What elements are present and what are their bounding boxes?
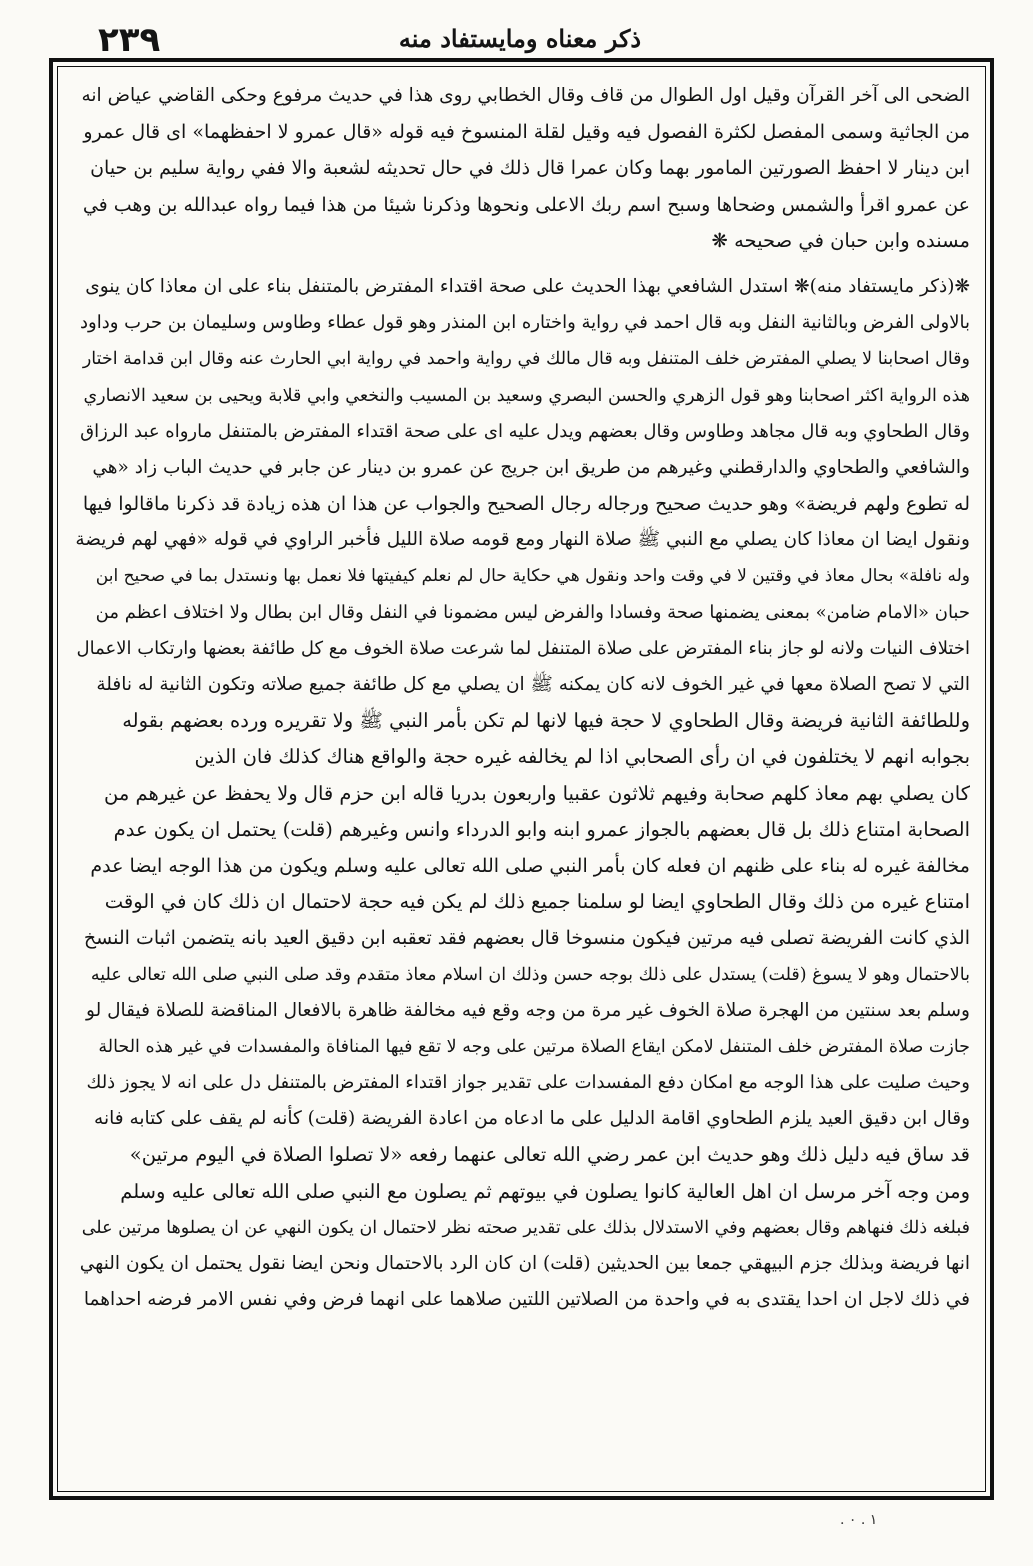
text-line: والشافعي والطحاوي والدارقطني وغيرهم من طريق ابن جريج عن عمرو بن دينار عن جابر في حديث الباب زاد «هي <box>92 456 970 478</box>
text-line: وحيث صليت على هذا الوجه مع امكان دفع المفسدات على تقدير جواز اقتداء المفترض بالمتنفل دل على انه لا يجوز ذلك <box>86 1072 970 1094</box>
text-line: من الجاثية وسمى المفصل لكثرة الفصول فيه وقيل لقلة المنسوخ فيه قوله «قال عمرو لا احفظهما» اى قال عمرو <box>83 121 970 144</box>
text-line: انها فريضة وبذلك جزم البيهقي جمعا بين الحديثين (قلت) ان كان الرد بالاحتمال ونحن ايضا نقول يحتمل ان يكون النهي <box>79 1253 970 1274</box>
text-line: ومن وجه آخر مرسل ان اهل العالية كانوا يصلون في بيوتهم ثم يصلون مع النبي صلى الله تعالى عليه وسلم <box>120 1179 970 1203</box>
text-line: مسنده وابن حبان في صحيحه ❋ <box>711 228 970 252</box>
footer-mark: . ١ . ٠ <box>840 1512 878 1528</box>
text-line: امتناع غيره من ذلك وقال الطحاوي ايضا لو سلمنا جميع ذلك لم يكن فيه حجة لاحتمال ان ذلك كان في الوقت <box>104 890 970 914</box>
text-line: بجوابه انهم لا يختلفون في ان رأى الصحابي اذا لم يخالفه غيره حجة والواقع هناك كذلك فان الذين <box>194 745 970 769</box>
paragraph <box>74 269 970 1318</box>
running-title: ذكر معناه ومايستفاد منه <box>398 24 642 53</box>
text-line: بالاحتمال وهو لا يسوغ (قلت) يستدل على ذلك بوجه حسن وذلك ان اسلام معاذ متقدم وقد صلى النبي صلى الله تعالى عليه <box>90 964 970 985</box>
text-line: كان يصلي بهم معاذ كلهم صحابة وفيهم ثلاثون عقبيا واربعون بدريا قاله ابن حزم قال ولا يحفظ عن غيرهم من <box>104 781 970 805</box>
text-line: في ذلك لاجل ان احدا يقتدى به في واحدة من الصلاتين اللتين صلاهما على انهما فرض وفي نفس الامر فرضه احداهما <box>83 1289 970 1311</box>
text-line: التي لا تصح الصلاة معها في غير الخوف لانه كان يمكنه ﷺ ان يصلي مع كل طائفة جميع صلاته وتكون الثانية له نافلة <box>96 674 970 695</box>
page-number: ٢٣٩ <box>98 20 161 60</box>
text-line: وله نافلة» بحال معاذ في وقتين لا في وقت واحد ونقول هي حكاية حال لم نعلم كيفيتها فلا نعمل بها ونستدل بما في صحيح ابن <box>95 566 970 587</box>
text-line: جازت صلاة المفترض خلف المتنفل لامكن ايقاع الصلاة مرتين على وجه لا تقع فيها المنافاة والمفسدات في غير هذه الحالة <box>98 1036 970 1057</box>
text-line: ونقول ايضا ان معاذا كان يصلي مع النبي ﷺ صلاة النهار ومع قومه صلاة الليل فأخبر الراوي في قوله «فهي لهم فريضة <box>75 529 970 551</box>
text-line: فبلغه ذلك فنهاهم وقال بعضهم وفي الاستدلال بذلك على تقدير صحته نظر لاحتمال ان يكون النهي عن ان يصلوها مرتين على <box>81 1217 970 1238</box>
text-line: اختلاف النيات ولانه لو جاز بناء المفترض على صلاة المتنفل لما شرعت صلاة الخوف مع كل طائفة بعضها وارتكاب الاعمال <box>76 637 970 659</box>
text-line: الضحى الى آخر القرآن وقيل اول الطوال من قاف وقال الخطابي روى هذا في حديث مرفوع وحكى القاضي عياض انه <box>81 85 970 106</box>
paragraph-gap <box>74 259 970 269</box>
text-line: وقال ابن دقيق العيد يلزم الطحاوي اقامة الدليل على ما ادعاه من اعادة الفريضة (قلت) كأنه لم يقف على كتابه فانه <box>94 1108 970 1130</box>
text-line: وقال الطحاوي وبه قال مجاهد وطاوس وقال بعضهم ويدل عليه اى على صحة اقتداء المفترض بالمتنفل مارواه عبد الرزاق <box>80 420 970 442</box>
paragraph <box>74 78 970 259</box>
text-line: وللطائفة الثانية فريضة وقال الطحاوي لا حجة فيها لانها لم تكن بأمر النبي ﷺ ولا تقريره ورده بعضهم بقوله <box>122 709 970 733</box>
text-line: ❋(ذكر مايستفاد منه)❋ استدل الشافعي بهذا الحديث على صحة اقتداء المفترض بالمتنفل بناء على ان معاذا كان ينوى <box>85 275 970 297</box>
text-line: الصحابة امتناع ذلك بل قال بعضهم بالجواز عمرو ابنه وابو الدرداء وانس وغيرهم (قلت) يحتمل ان يكون عدم <box>113 817 970 841</box>
text-line: عن عمرو اقرأ والشمس وضحاها وسبح اسم ربك الاعلى ونحوها وذكرنا شيئا من هذا فيما رواه عبدالله بن وهب في <box>82 193 970 216</box>
text-line: مخالفة غيره له بناء على ظنهم ان فعله كان بأمر النبي صلى الله تعالى عليه وسلم ويكون من هذا الوجه ايضا عدم <box>90 854 970 877</box>
text-line: ابن دينار لا احفظ الصورتين المامور بهما وكان عمرا قال ذلك في حال تحديثه لشعبة والا ففي رواية سليم بن حيان <box>90 157 970 180</box>
text-line: له تطوع ولهم فريضة» وهو حديث صحيح ورجاله رجال الصحيح والجواب عن هذا ان هذه زيادة قد ذكرنا ماقالوا فيها <box>82 493 970 516</box>
text-line: وسلم بعد سنتين من الهجرة صلاة الخوف غير مرة من وجه وقع فيه مخالفة ظاهرة بالافعال المناقضة للصلاة فيقال لو <box>86 999 970 1021</box>
text-line: الذي كانت الفريضة تصلى فيه مرتين فيكون منسوخا قال بعضهم فقد تعقبه ابن دقيق العيد بانه يتضمن اثبات النسخ <box>83 927 970 950</box>
text-line: هذه الرواية اكثر اصحابنا وهو قول الزهري والحسن البصري وسعيد بن المسيب والنخعي وابي قلابة ويحيى بن سعيد الانصاري <box>83 385 970 406</box>
text-line: حبان «الامام ضامن» بمعنى يضمنها صحة وفسادا والفرض ليس مضمونا في النفل وقال ابن بطال ولا اختلاف اعظم من <box>95 601 970 623</box>
text-line: بالاولى الفرض وبالثانية النفل وبه قال احمد في رواية واختاره ابن المنذر وهو قول عطاء وطاوس وسليمان بن حرب وداود <box>80 312 970 334</box>
text-line: وقال اصحابنا لا يصلي المفترض خلف المتنفل وبه قال مالك في رواية واحمد في رواية ابي الحارث عنه وقال ابن قدامة اختار <box>82 349 970 370</box>
body-text <box>74 78 970 1488</box>
text-line: قد ساق فيه دليل ذلك وهو حديث ابن عمر رضي الله تعالى عنهما رفعه «لا تصلوا الصلاة في اليوم مرتين» <box>129 1143 970 1167</box>
